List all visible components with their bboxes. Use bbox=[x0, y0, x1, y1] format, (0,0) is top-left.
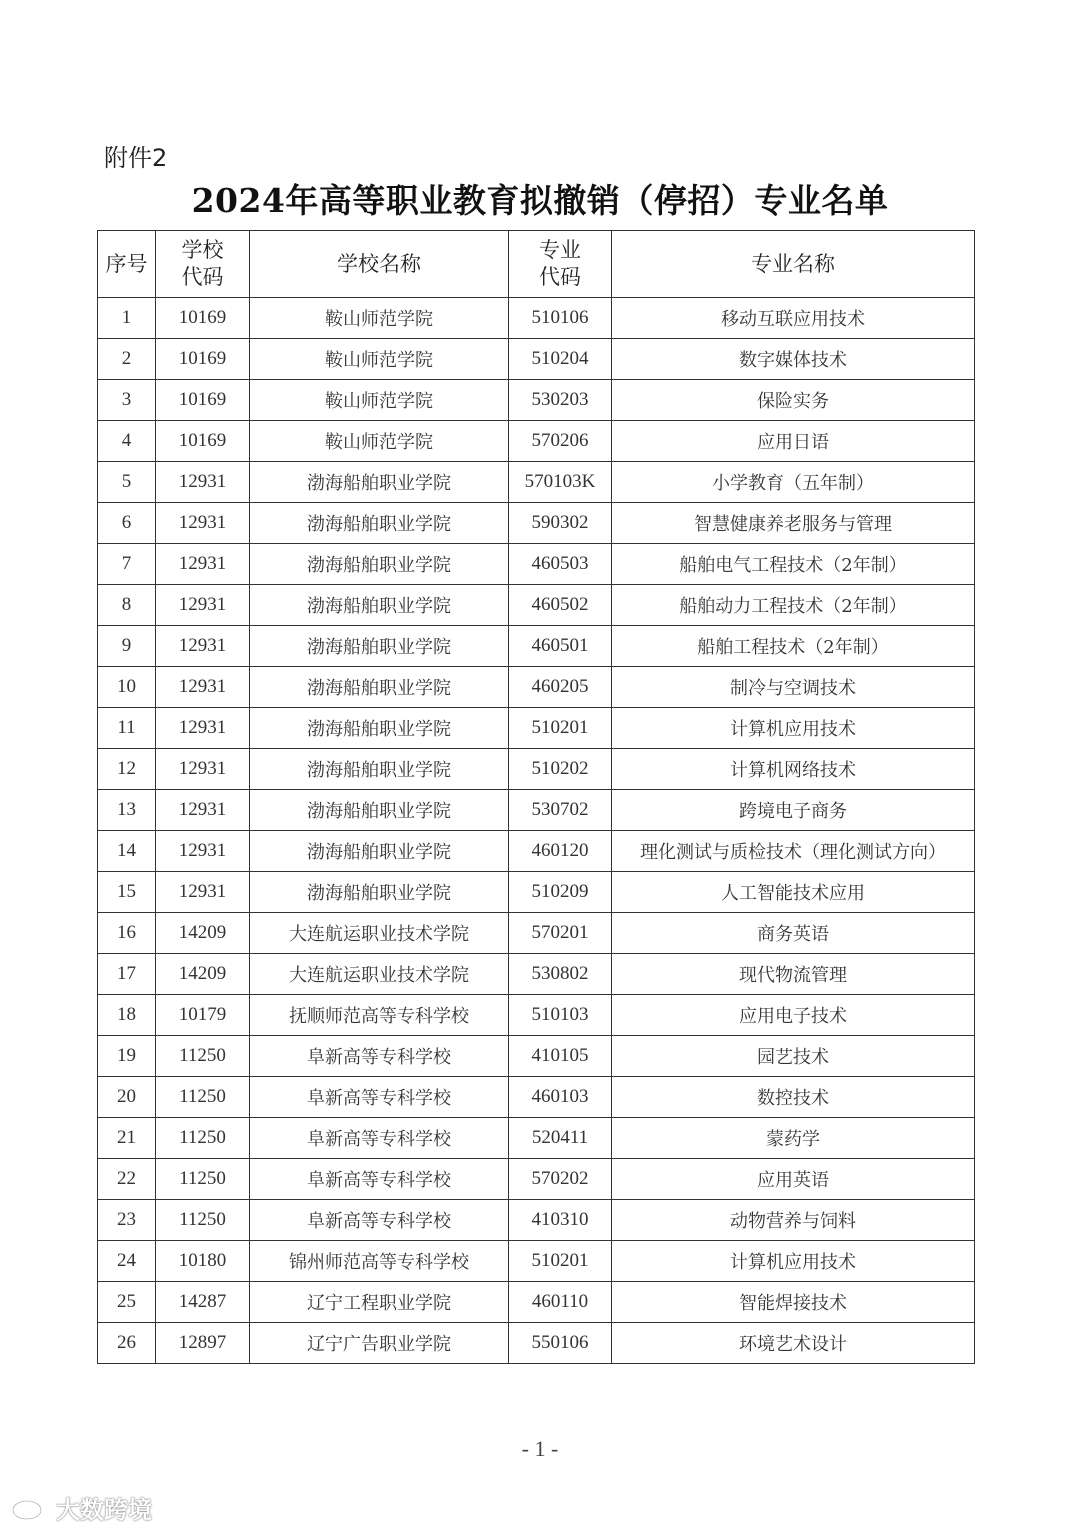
cell-index: 18 bbox=[98, 995, 156, 1036]
cell-school-code: 10169 bbox=[156, 421, 250, 462]
cell-school-code: 10179 bbox=[156, 995, 250, 1036]
table-row bbox=[98, 1282, 975, 1323]
cell-school-code: 10169 bbox=[156, 380, 250, 421]
cell-major-code: 590302 bbox=[509, 503, 612, 544]
cell-index: 21 bbox=[98, 1118, 156, 1159]
cell-major-code: 570201 bbox=[509, 913, 612, 954]
cell-major-code: 460501 bbox=[509, 626, 612, 667]
cell-major-code: 510201 bbox=[509, 708, 612, 749]
cell-index: 9 bbox=[98, 626, 156, 667]
cell-school-code: 12931 bbox=[156, 544, 250, 585]
cell-school-code: 10180 bbox=[156, 1241, 250, 1282]
cell-major-code: 530203 bbox=[509, 380, 612, 421]
cell-school-code: 12931 bbox=[156, 708, 250, 749]
cell-index: 15 bbox=[98, 872, 156, 913]
cell-major-code: 570202 bbox=[509, 1159, 612, 1200]
cell-major-code: 510209 bbox=[509, 872, 612, 913]
cell-school-code: 12931 bbox=[156, 667, 250, 708]
cell-school-name: 渤海船舶职业学院 bbox=[250, 831, 509, 872]
cell-school-name: 渤海船舶职业学院 bbox=[250, 503, 509, 544]
cell-major-name: 船舶电气工程技术（2年制） bbox=[612, 544, 975, 585]
cell-index: 14 bbox=[98, 831, 156, 872]
cell-index: 24 bbox=[98, 1241, 156, 1282]
cell-major-code: 460120 bbox=[509, 831, 612, 872]
cell-major-name: 应用日语 bbox=[612, 421, 975, 462]
table-row bbox=[98, 790, 975, 831]
cell-school-name: 渤海船舶职业学院 bbox=[250, 790, 509, 831]
cell-school-code: 12931 bbox=[156, 790, 250, 831]
cell-index: 5 bbox=[98, 462, 156, 503]
major-list-table bbox=[97, 230, 975, 1364]
table-row bbox=[98, 380, 975, 421]
cell-major-code: 460103 bbox=[509, 1077, 612, 1118]
cell-school-code: 11250 bbox=[156, 1118, 250, 1159]
table-row bbox=[98, 1077, 975, 1118]
cell-major-name: 商务英语 bbox=[612, 913, 975, 954]
cell-index: 2 bbox=[98, 339, 156, 380]
header-school-name: 学校名称 bbox=[250, 231, 509, 298]
cell-major-code: 550106 bbox=[509, 1323, 612, 1364]
cell-school-code: 12931 bbox=[156, 585, 250, 626]
table-row bbox=[98, 1118, 975, 1159]
cell-index: 10 bbox=[98, 667, 156, 708]
table-row bbox=[98, 1036, 975, 1077]
cell-major-code: 410105 bbox=[509, 1036, 612, 1077]
table-row bbox=[98, 1200, 975, 1241]
cell-school-name: 大连航运职业技术学院 bbox=[250, 913, 509, 954]
cell-major-name: 动物营养与饲料 bbox=[612, 1200, 975, 1241]
cell-major-code: 460205 bbox=[509, 667, 612, 708]
header-index: 序号 bbox=[98, 231, 156, 298]
watermark-text: 大数跨境 bbox=[56, 1496, 152, 1524]
cell-major-name: 应用电子技术 bbox=[612, 995, 975, 1036]
cell-school-name: 鞍山师范学院 bbox=[250, 380, 509, 421]
cell-school-code: 12931 bbox=[156, 749, 250, 790]
cell-index: 17 bbox=[98, 954, 156, 995]
cell-school-code: 10169 bbox=[156, 298, 250, 339]
cell-index: 7 bbox=[98, 544, 156, 585]
cell-major-code: 510201 bbox=[509, 1241, 612, 1282]
cell-major-name: 船舶动力工程技术（2年制） bbox=[612, 585, 975, 626]
table-row bbox=[98, 1241, 975, 1282]
cell-school-code: 11250 bbox=[156, 1036, 250, 1077]
cell-school-name: 阜新高等专科学校 bbox=[250, 1118, 509, 1159]
table-row bbox=[98, 544, 975, 585]
attachment-label: 附件2 bbox=[104, 144, 168, 172]
cell-major-code: 570206 bbox=[509, 421, 612, 462]
cell-school-code: 12897 bbox=[156, 1323, 250, 1364]
cell-major-code: 460502 bbox=[509, 585, 612, 626]
cell-index: 26 bbox=[98, 1323, 156, 1364]
cell-major-name: 计算机应用技术 bbox=[612, 1241, 975, 1282]
cell-index: 22 bbox=[98, 1159, 156, 1200]
cell-school-code: 14287 bbox=[156, 1282, 250, 1323]
cell-school-name: 阜新高等专科学校 bbox=[250, 1036, 509, 1077]
header-major-name: 专业名称 bbox=[612, 231, 975, 298]
table-row bbox=[98, 298, 975, 339]
cell-school-name: 渤海船舶职业学院 bbox=[250, 749, 509, 790]
cell-school-name: 渤海船舶职业学院 bbox=[250, 667, 509, 708]
cell-school-name: 鞍山师范学院 bbox=[250, 298, 509, 339]
table-row bbox=[98, 503, 975, 544]
table-row bbox=[98, 872, 975, 913]
table-row bbox=[98, 339, 975, 380]
cell-school-code: 12931 bbox=[156, 462, 250, 503]
cell-major-name: 船舶工程技术（2年制） bbox=[612, 626, 975, 667]
cell-school-name: 鞍山师范学院 bbox=[250, 421, 509, 462]
cell-major-name: 制冷与空调技术 bbox=[612, 667, 975, 708]
cell-school-code: 12931 bbox=[156, 872, 250, 913]
cell-school-code: 14209 bbox=[156, 913, 250, 954]
cell-school-name: 渤海船舶职业学院 bbox=[250, 462, 509, 503]
cell-school-code: 12931 bbox=[156, 626, 250, 667]
cell-school-name: 辽宁广告职业学院 bbox=[250, 1323, 509, 1364]
cell-school-code: 10169 bbox=[156, 339, 250, 380]
cell-school-name: 阜新高等专科学校 bbox=[250, 1200, 509, 1241]
table-header-row bbox=[98, 231, 975, 298]
cell-major-name: 跨境电子商务 bbox=[612, 790, 975, 831]
cell-index: 12 bbox=[98, 749, 156, 790]
cell-index: 16 bbox=[98, 913, 156, 954]
header-major-code: 专业 代码 bbox=[509, 231, 612, 298]
cell-major-code: 460110 bbox=[509, 1282, 612, 1323]
cell-index: 11 bbox=[98, 708, 156, 749]
cell-school-code: 11250 bbox=[156, 1159, 250, 1200]
cell-major-name: 计算机应用技术 bbox=[612, 708, 975, 749]
page-number: - 1 - bbox=[521, 1436, 559, 1461]
cell-major-code: 530802 bbox=[509, 954, 612, 995]
cell-school-name: 渤海船舶职业学院 bbox=[250, 544, 509, 585]
cell-major-name: 应用英语 bbox=[612, 1159, 975, 1200]
cell-major-name: 保险实务 bbox=[612, 380, 975, 421]
table-row bbox=[98, 708, 975, 749]
cell-major-name: 环境艺术设计 bbox=[612, 1323, 975, 1364]
cell-index: 13 bbox=[98, 790, 156, 831]
table-row bbox=[98, 995, 975, 1036]
watermark bbox=[10, 1490, 152, 1525]
cell-index: 4 bbox=[98, 421, 156, 462]
cell-index: 23 bbox=[98, 1200, 156, 1241]
cell-index: 19 bbox=[98, 1036, 156, 1077]
cell-major-name: 智慧健康养老服务与管理 bbox=[612, 503, 975, 544]
table-body bbox=[98, 298, 975, 1364]
cell-major-code: 510106 bbox=[509, 298, 612, 339]
weibo-logo-icon bbox=[10, 1495, 50, 1521]
cell-major-name: 蒙药学 bbox=[612, 1118, 975, 1159]
cell-major-name: 移动互联应用技术 bbox=[612, 298, 975, 339]
cell-major-name: 数字媒体技术 bbox=[612, 339, 975, 380]
cell-major-name: 数控技术 bbox=[612, 1077, 975, 1118]
cell-index: 25 bbox=[98, 1282, 156, 1323]
cell-major-name: 理化测试与质检技术（理化测试方向） bbox=[612, 831, 975, 872]
cell-index: 8 bbox=[98, 585, 156, 626]
cell-school-name: 鞍山师范学院 bbox=[250, 339, 509, 380]
cell-major-name: 计算机网络技术 bbox=[612, 749, 975, 790]
cell-index: 1 bbox=[98, 298, 156, 339]
cell-school-code: 14209 bbox=[156, 954, 250, 995]
cell-index: 3 bbox=[98, 380, 156, 421]
table-row bbox=[98, 913, 975, 954]
cell-school-code: 12931 bbox=[156, 503, 250, 544]
cell-school-name: 阜新高等专科学校 bbox=[250, 1077, 509, 1118]
cell-school-code: 11250 bbox=[156, 1200, 250, 1241]
cell-major-name: 智能焊接技术 bbox=[612, 1282, 975, 1323]
cell-major-code: 510204 bbox=[509, 339, 612, 380]
cell-major-code: 520411 bbox=[509, 1118, 612, 1159]
cell-major-name: 现代物流管理 bbox=[612, 954, 975, 995]
table-row bbox=[98, 667, 975, 708]
cell-school-name: 锦州师范高等专科学校 bbox=[250, 1241, 509, 1282]
table-row bbox=[98, 1159, 975, 1200]
table-row bbox=[98, 421, 975, 462]
cell-school-code: 12931 bbox=[156, 831, 250, 872]
cell-major-code: 410310 bbox=[509, 1200, 612, 1241]
cell-major-code: 460503 bbox=[509, 544, 612, 585]
cell-major-code: 570103K bbox=[509, 462, 612, 503]
table-row bbox=[98, 954, 975, 995]
header-school-code: 学校 代码 bbox=[156, 231, 250, 298]
table-row bbox=[98, 462, 975, 503]
table-row bbox=[98, 749, 975, 790]
cell-index: 6 bbox=[98, 503, 156, 544]
table-row bbox=[98, 1323, 975, 1364]
cell-school-name: 阜新高等专科学校 bbox=[250, 1159, 509, 1200]
cell-school-name: 辽宁工程职业学院 bbox=[250, 1282, 509, 1323]
cell-major-code: 510202 bbox=[509, 749, 612, 790]
cell-school-name: 渤海船舶职业学院 bbox=[250, 872, 509, 913]
table-row bbox=[98, 626, 975, 667]
cell-major-name: 人工智能技术应用 bbox=[612, 872, 975, 913]
cell-school-name: 大连航运职业技术学院 bbox=[250, 954, 509, 995]
cell-school-name: 渤海船舶职业学院 bbox=[250, 585, 509, 626]
cell-major-code: 530702 bbox=[509, 790, 612, 831]
cell-school-name: 渤海船舶职业学院 bbox=[250, 708, 509, 749]
cell-major-name: 小学教育（五年制） bbox=[612, 462, 975, 503]
cell-major-code: 510103 bbox=[509, 995, 612, 1036]
cell-school-code: 11250 bbox=[156, 1077, 250, 1118]
table-row bbox=[98, 831, 975, 872]
cell-major-name: 园艺技术 bbox=[612, 1036, 975, 1077]
document-title: 2024年高等职业教育拟撤销（停招）专业名单 bbox=[191, 181, 889, 220]
cell-school-name: 渤海船舶职业学院 bbox=[250, 626, 509, 667]
cell-index: 20 bbox=[98, 1077, 156, 1118]
table-row bbox=[98, 585, 975, 626]
cell-school-name: 抚顺师范高等专科学校 bbox=[250, 995, 509, 1036]
